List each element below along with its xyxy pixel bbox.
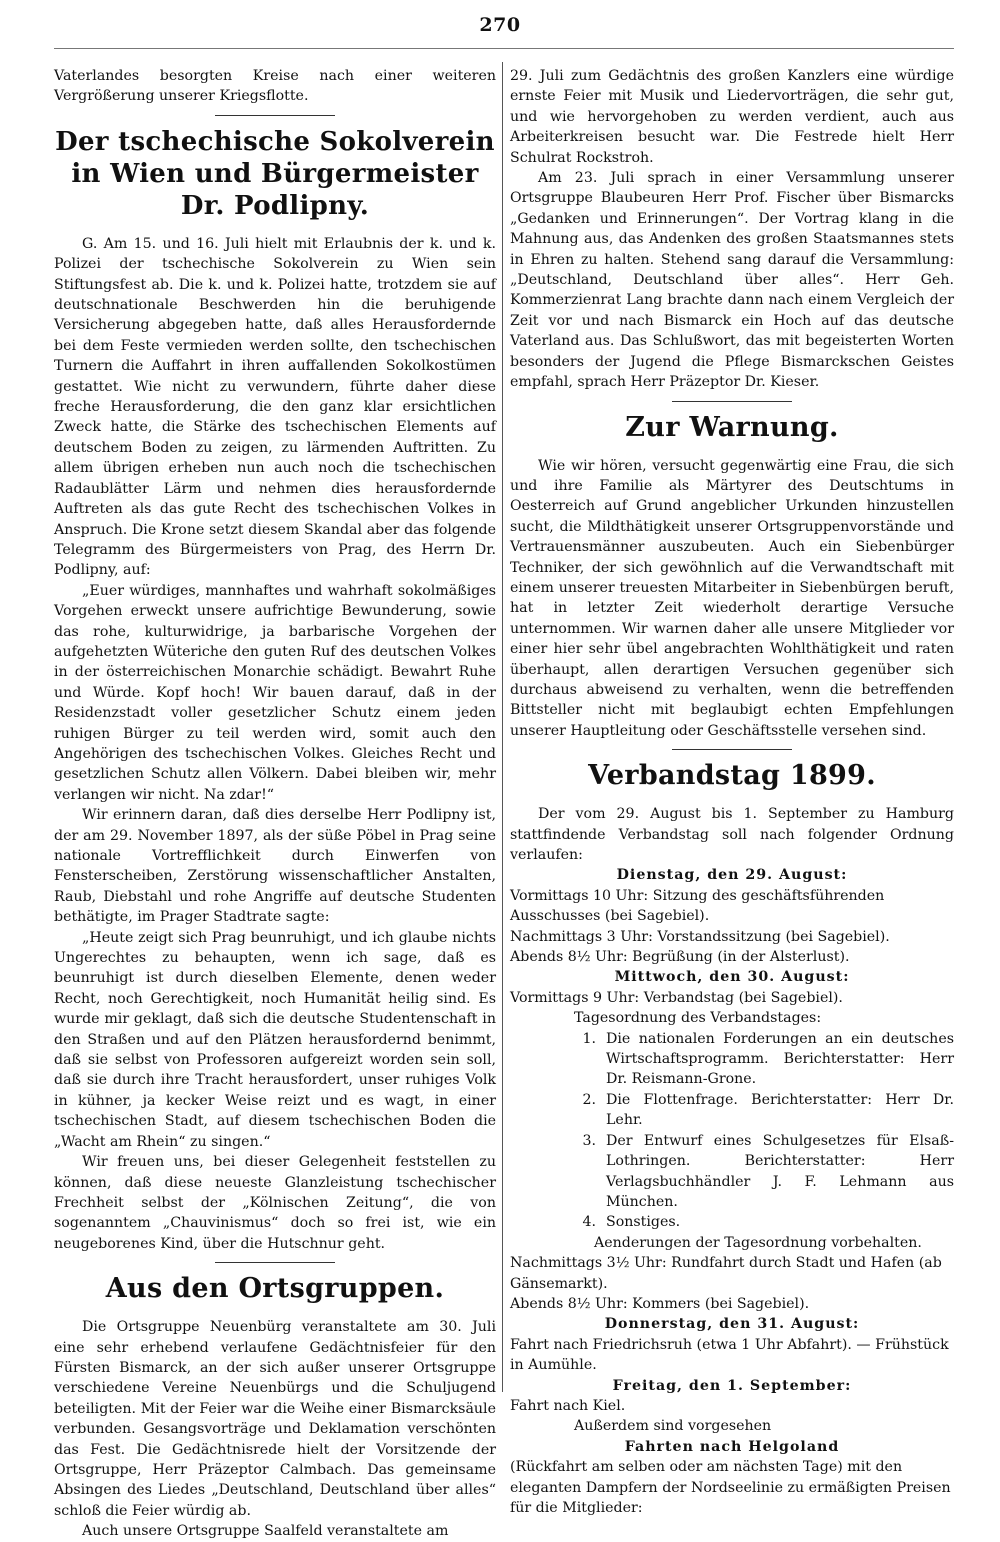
program-line: Vormittags 10 Uhr: Sitzung des geschäftsführenden Ausschusses (bei Sagebiel).	[510, 887, 885, 925]
section-divider	[672, 749, 792, 750]
header-rule	[54, 48, 954, 49]
program-line: (Rückfahrt am selben oder am nächsten Tage) mit den eleganten Dampfern der Nordseelinie zu ermäßigten Preisen für die Mitglieder:	[510, 1459, 951, 1516]
article-paragraph: Auch unsere Ortsgruppe Saalfeld veranstaltete am	[82, 1523, 449, 1540]
column-divider	[502, 62, 503, 1392]
program-line: Nachmittags 3½ Uhr: Rundfahrt durch Stadt und Hafen (ab Gänsemarkt).	[510, 1255, 942, 1292]
left-column	[54, 66, 496, 1542]
agenda-item	[510, 1090, 954, 1131]
program-line: Abends 8½ Uhr: Begrüßung (in der Alsterlust).	[510, 949, 850, 966]
article-paragraph: Wir erinnern daran, daß dies derselbe Herr Podlipny ist, der am 29. November 1897, als der süße Pöbel in Prag seine nationale Vortrefflichkeit durch Einwerfen von Fensterscheiben, Zerstörung wissenschaftlicher Anstalten, Raub, Diebstahl und rohe Angriffe auf deutsche Studenten bethätigte, im Prager Stadtrate sagte:	[54, 807, 496, 926]
article-paragraph: Der vom 29. August bis 1. September zu Hamburg stattfindende Verbandstag soll nach folgender Ordnung verlaufen:	[510, 806, 954, 863]
right-column	[510, 66, 954, 1518]
agenda-item	[510, 1131, 954, 1213]
agenda-text: Der Entwurf eines Schulgesetzes für Elsaß-Lothringen. Berichterstatter: Herr Verlagsbuchhändler J. F. Lehmann aus München.	[606, 1132, 954, 1210]
section-divider	[672, 401, 792, 402]
program-line: Fahrt nach Friedrichsruh (etwa 1 Uhr Abfahrt). — Frühstück in Aumühle.	[510, 1336, 949, 1374]
article-paragraph: Die Ortsgruppe Neuenbürg veranstaltete am 30. Juli eine sehr erhebend verlaufene Gedächtnisfeier für den Fürsten Bismarck, an der sich außer unserer Ortsgruppe verschiedene Vereine Neuenbürgs und die Schuljugend beteiligten. Mit der Feier war die Weihe einer Bismarcksäule verbunden. Gesangsvorträge und Deklamation verschönten das Fest. Die Gedächtnisrede hielt der Vorsitzende der Ortsgruppe, Herr Präzeptor Calmbach. Das gemeinsame Absingen des Liedes „Deutschland, Deutschland über alles“ schloß die Feier würdig ab.	[54, 1319, 496, 1519]
section-divider	[215, 115, 335, 116]
program-line: Aenderungen der Tagesordnung vorbehalten.	[594, 1234, 922, 1251]
program-day: Donnerstag, den 31. August:	[604, 1316, 860, 1333]
article-paragraph: Am 23. Juli sprach in einer Versammlung unserer Ortsgruppe Blaubeuren Herr Prof. Fischer über Bismarcks „Gedanken und Erinnerungen“. Der Vortrag klang in die Mahnung aus, das Andenken des großen Staatsmannes stets in Ehren zu halten. Stehend sang darauf die Versammlung: „Deutschland, Deutschland über alles“. Herr Geh. Kommerzienrat Lang brachte dann nach einem Vergleich der Zeit vor und nach Bismarck ein Hoch auf das deutsche Vaterland aus. Das Schlußwort, das mit begeisterten Worten besonders der Jugend die Pflege Bismarckschen Geistes empfahl, sprach Herr Präzeptor Dr. Kieser.	[510, 170, 954, 391]
program-day: Freitag, den 1. September:	[612, 1377, 852, 1394]
article-paragraph: Wir freuen uns, bei dieser Gelegenheit feststellen zu können, daß diese neueste Glanzleistung tschechischer Frechheit selbst der „Kölnischen Zeitung“, die von sogenanntem „Chauvinismus“ doch so frei ist, wie ein neugeborenes Kind, über die Hutschnur geht.	[54, 1154, 496, 1252]
program-line: Nachmittags 3 Uhr: Vorstandssitzung (bei Sagebiel).	[510, 928, 890, 945]
agenda-text: Sonstiges.	[606, 1214, 681, 1231]
agenda-item	[510, 1212, 954, 1232]
program-day: Dienstag, den 29. August:	[616, 867, 848, 884]
article-quote: „Heute zeigt sich Prag beunruhigt, und ich glaube nichts Ungerechtes zu behaupten, wenn ich sage, daß es beunruhigt ist durch dieselben Elemente, denen weder Recht, noch Gerechtigkeit, noch Humanität heilig sind. Es wurde mir geklagt, daß sich die deutsche Studentenschaft in den Straßen und auf den Plätzen herausfordernd benimmt, daß sie selbst von Professoren aufgereizt worden sein soll, daß sie durch ihre Tracht herausfordert, unser ruhiges Volk in kühner, ja kecker Weise reizt und es wagt, in einer tschechischen Stadt, auf diesem tschechischen Boden die „Wacht am Rhein“ zu singen.“	[54, 929, 496, 1150]
program-line: Außerdem sind vorgesehen	[574, 1418, 772, 1435]
program-line: Tagesordnung des Verbandstages:	[574, 1010, 822, 1027]
agenda-item	[510, 1029, 954, 1090]
continuation-text: Vaterlandes besorgten Kreise nach einer weiteren Vergrößerung unserer Kriegsflotte.	[54, 68, 496, 105]
continuation-text: 29. Juli zum Gedächtnis des großen Kanzlers eine würdige ernste Feier mit Musik und Liedervorträgen, die sehr gut, und wie hervorgehoben zu werden verdient, auch aus Arbeiterkreisen besucht war. Die Festrede hielt Herr Schulrat Rockstroh.	[510, 68, 954, 166]
article-heading-ortsgruppen: Aus den Ortsgruppen.	[105, 1273, 445, 1305]
article-heading-verbandstag: Verbandstag 1899.	[588, 760, 876, 792]
article-paragraph: Wie wir hören, versucht gegenwärtig eine Frau, die sich und ihre Familie als Märtyrer des Deutschtums in Oesterreich auf Grund angeblicher Urkunden hinzustellen sucht, die Mildthätigkeit unserer Ortsgruppenvorstände und Vertrauensmänner auszubeuten. Auch ein Siebenbürger Techniker, der sich gewöhnlich auf die Verwandtschaft mit einem unserer treuesten Mitarbeiter in Siebenbürgen beruft, hat in letzter Zeit wiederholt derartige Versuche unternommen. Wir warnen daher alle unsere Mitglieder vor einer hier sehr übel angebrachten Wohlthätigkeit und raten überhaupt, allen derartigen Versuchen gegenüber sich durchaus abweisend zu verhalten, wenn die betreffenden Bittsteller nicht mit beglaubigt echten Empfehlungen unserer Hauptleitung oder Geschäftsstelle versehen sind.	[510, 457, 954, 739]
article-heading-sokolverein: Der tschechische Sokolverein in Wien und Bürgermeister Dr. Podlipny.	[55, 126, 495, 221]
program-line: Abends 8½ Uhr: Kommers (bei Sagebiel).	[510, 1295, 810, 1312]
program-highlight: Fahrten nach Helgoland	[624, 1438, 840, 1455]
agenda-number: 4.	[582, 1214, 596, 1231]
program-schedule	[510, 865, 954, 1518]
agenda-text: Die nationalen Forderungen an ein deutsches Wirtschaftsprogramm. Berichterstatter: Herr Dr. Reismann-Grone.	[606, 1030, 954, 1088]
program-line: Fahrt nach Kiel.	[510, 1397, 626, 1414]
agenda-text: Die Flottenfrage. Berichterstatter: Herr Dr. Lehr.	[606, 1091, 954, 1129]
agenda-number: 1.	[582, 1030, 596, 1047]
agenda-number: 2.	[582, 1091, 596, 1108]
article-quote: „Euer würdiges, mannhaftes und wahrhaft sokolmäßiges Vorgehen erweckt unsere aufrichtige Bewunderung, sowie das rohe, kulturwidrige, ja barbarische Vorgehen der aufgehetzten Wüteriche den guten Ruf des deutschen Volkes in der österreichischen Monarchie schädigt. Bewahrt Ruhe und Würde. Kopf hoch! Wir bauen darauf, daß in der Residenzstadt voller gesetzlicher Schutz einem jeden ruhigen Bürger zu teil werden wird, somit auch den Angehörigen des tschechischen Volkes. Gleiches Recht und gesetzlichen Schutz allen Völkern. Dabei bleiben wir, mehr verlangen wir nicht. Na zdar!“	[54, 582, 496, 803]
program-day: Mittwoch, den 30. August:	[614, 969, 850, 986]
section-divider	[215, 1262, 335, 1263]
article-paragraph: G. Am 15. und 16. Juli hielt mit Erlaubnis der k. und k. Polizei der tschechische Sokolverein zu Wien sein Stiftungsfest ab. Die k. und k. Polizei hatte, trotzdem sie auf deutschnationale Beschwerden hin die beruhigende Versicherung abgegeben hatte, daß alles Herausfordernde bei dem Feste vermieden werden sollte, den tschechischen Turnern die Auffahrt in ihren auffallenden Sokolkostümen gestattet. Wie nicht zu verwundern, führte daher diese freche Herausforderung, die den ganz klar ersichtlichen Zweck hatte, die Stärke des tschechischen Elements auf deutschem Boden zu zeigen, zu lärmenden Auftritten. Zu allem übrigen erheben nun auch noch die tschechischen Radaublätter Lärm und nehmen dies herausfordernde Auftreten als das gute Recht des tschechischen Volkes in Anspruch. Die Krone setzt diesem Skandal aber das folgende Telegramm des Bürgermeisters von Prag, des Herrn Dr. Podlipny, auf:	[54, 235, 496, 579]
program-line: Vormittags 9 Uhr: Verbandstag (bei Sagebiel).	[510, 989, 843, 1006]
agenda-number: 3.	[582, 1132, 596, 1149]
page-number: 270	[479, 14, 521, 36]
article-heading-warnung: Zur Warnung.	[625, 411, 839, 443]
